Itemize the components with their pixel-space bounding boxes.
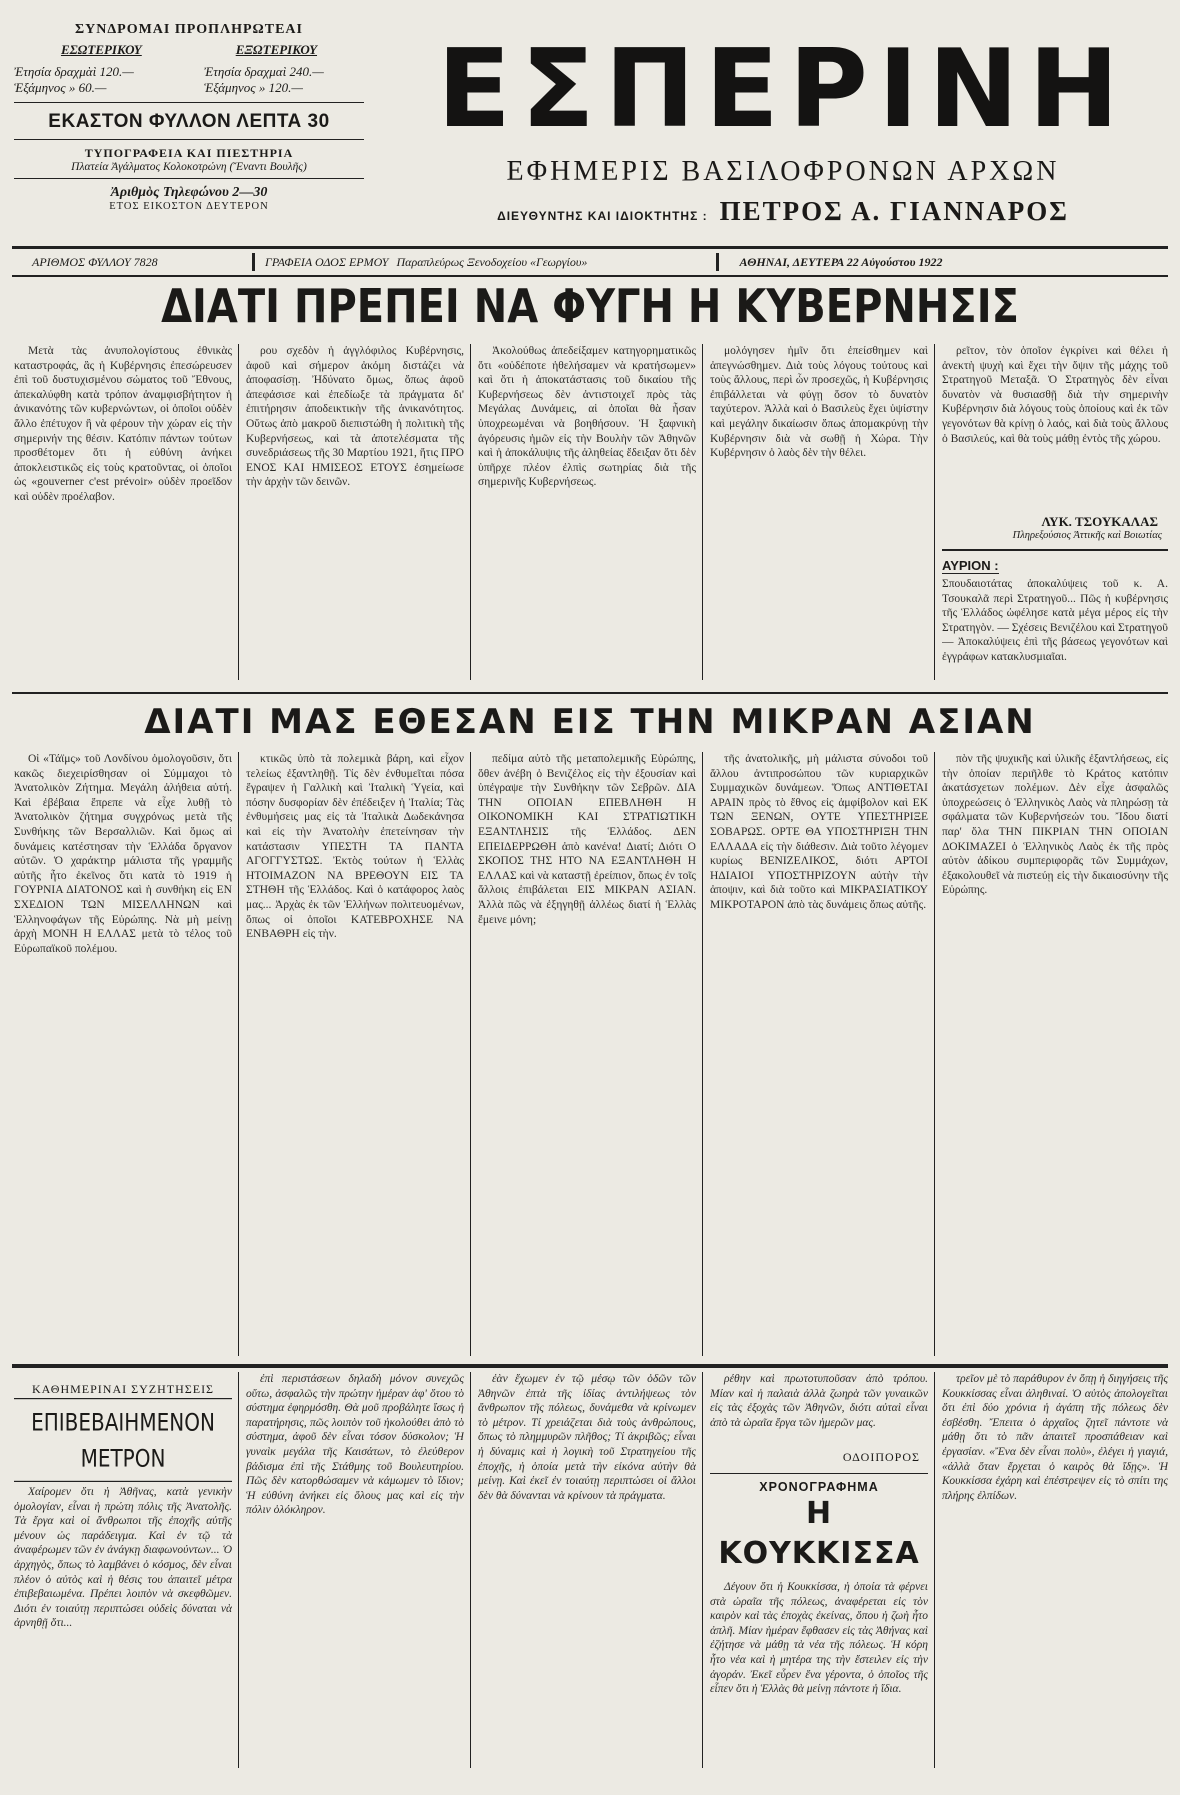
office-note: Παραπλεύρως Ξενοδοχείου «Γεωργίου» (396, 254, 588, 269)
bottom-column-4 (710, 1372, 928, 1768)
article2-col2-text: κτικῶς ὑπὸ τὰ πολεμικὰ βάρη, καὶ εἶχον τελείως ἐξαντληθῇ. Τίς δὲν ἐνθυμεῖται πόσα ἔγραψεν ἡ Γαλλικὴ καὶ Ἰταλικὴ Ὑγεία, καὶ πόσην δυσφορίαν δὲν ἐπέδειξεν ἡ Ἰταλία; Τὰς ἐνθυμήσεις μας εἰς τὰ Ἰταλικὰ Δωδεκάνησα καὶ εἰς τὴν Ἀνατολὴν ἐπετείνησαν τὴν κατάστασιν ΥΠΕΣΤΗ ΤΑ ΠΑΝΤΑ ΑΓΟΓΓΥΣΤΩΣ. Ἐκτὸς τούτων ἡ Ἑλλὰς ΗΤΟΙΜΑΖΟΝ ΝΑ ΒΡΕΘΟΥΝ ΕΙΣ ΤΑ ΣΤΗΘΗ τῆς Ἑλλάδος. Καὶ ὁ κατάφορος λαὸς μας... Ἀρχὰς ἐκ τῶν Ἑλλήνων πολιτευομένων, ὅπως οἱ ὁποῖοι ΚΑΤΕΒΡΟΧΗΣΕ ΝΑ ΕΝΒΑΘΡΗ εἰς τὴν. (246, 753, 464, 941)
domestic-semi: Ἑξάμηνος » 60.— (14, 80, 107, 95)
article1-column-4 (710, 344, 928, 680)
column-divider (238, 344, 239, 680)
tomorrow-title: ΑΥΡΙΟΝ : (942, 558, 999, 573)
signoff: ΟΔΟΙΠΟΡΟΣ (842, 1450, 920, 1464)
article2-column-4 (710, 752, 928, 1356)
article1-column-2 (246, 344, 464, 680)
article2-column-1 (14, 752, 232, 1356)
issue-date: ΑΘΗΝΑΙ, ΔΕΥΤΕΡΑ 22 Αὐγούστου 1922 (739, 254, 943, 269)
article1-headline: ΔΙΑΤΙ ΠΡΕΠΕΙ ΝΑ ΦΥΓΗ Η ΚΥΒΕΡΝΗΣΙΣ (161, 280, 1019, 334)
column-divider (238, 752, 239, 1356)
article2-rule-top (12, 692, 1168, 694)
masthead-title: ΕΣΠΕΡΙΝΗ (437, 27, 1129, 152)
article2-col1-text: Οἱ «Τάϊμς» τοῦ Λονδίνου ὁμολογοῦσιν, ὅτι κακῶς διεχειρίσθησαν οἱ Σύμμαχοι τὸ Ἀνατολικὸν Ζήτημα. Μεγάλη ἀλήθεια αὐτή. Καὶ ἐβέβαια ἔπρεπε νὰ εἶχε λυθῇ τὸ Ἀνατολικὸν ζήτημα συγχρόνως μετὰ τῆς Συνθήκης τῶν Βερσαλλιῶν. Καὶ ὅμως αἱ δυνάμεις κατέστησαν τὴν Ἑλλάδα ὄργανον αὐτῶν. Ὁ χαράκτηρ μάλιστα τῆς γραμμῆς αὐτῆς ἦτο ἐκεῖνος ὅτι κατὰ τὸ 1919 ἡ ΓΟΥΡΝΙΑ ΔΙΑΤΟΝΟΣ καὶ ἡ συνθήκη εἰς ΕΝ ΣΧΕΔΙΟΝ ΤΩΝ ΜΙΣΕΛΛΗΝΩΝ καὶ Ἑλληνοφάγων τῆς Εὐρώπης. Νὰ μὴ μείνῃ ἀρχὴ ΜΟΝΗ Η ΕΛΛΑΣ μετὰ τὸ τέλος τοῦ Εὐρωπαϊκοῦ πολέμου. (14, 753, 232, 955)
domestic-annual: Ἐτησία δραχμὰὶ 120.— (14, 64, 134, 79)
article1-signature: ΛΥΚ. ΤΣΟΥΚΑΛΑΣ (1041, 514, 1158, 529)
daily-discussions-text: Χαίρομεν ὅτι ἡ Ἀθῆνας, κατὰ γενικὴν ὁμολογίαν, εἶναι ἡ πρώτη πόλις τῆς Ἀνατολῆς. Τὰ ἔργα καὶ οἱ ἄνθρωποι τῆς ἐποχῆς αὐτῆς μένουν ὡς παράδειγμα. Καὶ ἐν τῷ τὰ ἀναφέρωμεν τῶν ἐν ἀνάγκῃ διαφωνούντων... Ὁ ἀρχηγὸς, ὅπως τὸ λαμβάνει ὁ κόσμος, δὲν εἶναι πλέον ὁ αὐτὸς καὶ ἡ θέσις του ἀπαιτεῖ μέτρα ἐπιβεβαιωμένα. Πρέπει λοιπὸν νὰ σκεφθῶμεν. Διότι ἐν τοιαύτῃ περιπτώσει οὐδεὶς δύναται νὰ ἀρνηθῇ ὅτι... (14, 1486, 232, 1630)
article1-headline-wrap (12, 282, 1168, 332)
bottom-col3-text: ἐὰν ἔχωμεν ἐν τῷ μέσῳ τῶν ὁδῶν τῶν Ἀθηνῶν ἐπτὰ τῆς ἰδίας ἀντιλήψεως τὸν ἄνθρωπον τῆς πόλεως, δυνάμεθα νὰ κρίνωμεν τὸ μέτρον. Τί χρειάζεται διὰ τοὺς ἀνθρώπους, ὅπως τὸ πλημμυρῶν πλῆθος; Τί ἀκριβῶς; εἶναι ἡ δύναμις καὶ ἡ λογικὴ τοῦ Στρατηγείου τῆς ἐποχῆς, ἡ ὁποία μετὰ τὴν εἰκόνα αὐτὴν θὰ μείνῃ. Καὶ ἐκεῖ ἐν τοιαύτῃ περιπτώσει οἱ ἄλλοι δὲν θὰ δύνανται νὰ κρίνουν τὰ πράγματα. (478, 1373, 696, 1502)
bottom-col5-text: τρεῖον μὲ τὸ παράθυρον ἐν ὅπῃ ἡ διηγήσεις τῆς Κουκκίσσας εἶναι ἀληθιναί. Ὁ αὐτὸς ἀπολογεῖται ὅτι ἐπὶ δύο χρόνια ἡ ἀγάπη τῆς πόλεως δὲν ἐσβέσθη. Ἔπειτα ὁ ἀρχαῖος ζητεῖ πάντοτε νὰ μάθῃ ὅτι τὸ πᾶν ἀπαιτεῖ προσπάθειαν καὶ ἐργασίαν. «Ἔνα δὲν εἶναι πολὺ», ἐλέγει ἡ γιαγιά, «ἀλλὰ ὅταν ἔρχεται ὁ καιρὸς θὰ ἴδῃς». Ἡ Κουκκίσσα ἐχάρη καὶ ἐπέστρεψεν εἰς τὸ σπίτι της πλήρης ἐλπίδων. (942, 1373, 1168, 1502)
column-divider (470, 344, 471, 680)
column-divider (238, 1372, 239, 1768)
daily-discussions-body (14, 1485, 232, 1795)
bottom-col2-text: ἐπὶ περιστάσεων δηλαδὴ μόνον συνεχῶς οὕτω, ἀσφαλῶς τὴν πρώτην ἡμέραν ἀφ' ὅτου τὸ σύστημα ἐφηρμόσθη. Θὰ μοῦ προβάλητε ἴσως ἡ παρατήρησις, πῶς λοιπὸν τοῦ ἠκολούθει ἀπὸ τὸ σύστημα, ἀφοῦ δὲν εἶναι τόσον δύσκολον; Ἡ γυναὶκ μεγάλα τῆς Καισάτων, τὸ ἐλεύθερον βάδισμα ἐπὶ τῆς Στάθμης τοῦ Βουλευτηρίου. Πῶς δὲν κατορθώσαμεν νὰ κάμωμεν τὸ ἴδιον; Ἡ εὐθύνη ἀνήκει εἰς ὅλους μας καὶ εἰς τὴν πόλιν ὁλόκληρον. (246, 1373, 464, 1517)
article1-col1-text: Μετὰ τὰς ἀνυπολογίστους ἐθνικὰς καταστροφάς, ἃς ἡ Κυβέρνησις ἐπεσώρευσεν ἐπὶ τοῦ δυστυχισμένου σώματος τοῦ Ἔθνους, ἀπεκαλύφθη κατὰ τρόπον ἀναμφισβήτητον ἡ ἀνικανότης τῶν κυβερνώντων, οἱ ὁποῖοι οὐδὲν ἄλλο ἐπέτυχον ἢ νὰ φέρουν τὴν χώραν εἰς τὴν σημερινήν της θέσιν. Κατόπιν πάντων τούτων προσθέτομεν ὅτι ἡ εὐθύνη ἀνήκει ἀποκλειστικῶς εἰς τοὺς κρατοῦντας, οἱ ὁποῖοι ὡς «gouverner c'est prévoir» οὐδὲν προεῖδον καὶ οὐδὲν προέλαβον. (14, 345, 232, 503)
article1-col2-text: ρου σχεδὸν ἡ ἀγγλόφιλος Κυβέρνησις, ἀφοῦ καὶ σήμερον ἀκόμη διστάζει νὰ ἀποφασίσῃ. Ἠδύνατο ὅμως, ὅπως ἀφοῦ ἀπεφάσισε καὶ ἐπεδίωξε τὰ πράγματα δι' ἐπιτήρησιν ἀποδεικτικὴν τῆς ἀνικανότητος. Οὕτως ἀπὸ μακροῦ διεπιστώθη ἡ πολιτικὴ τῆς Κυβερνήσεως, καὶ τὰ ἀποτελέσματα τῆς συνεδριάσεως τῆς 30 Μαρτίου 1921, ἥτις ΠΡΟ ΕΝΟΣ ΚΑΙ ΗΜΙΣΕΟΣ ΕΤΟΥΣ ἐσημείωσε τὴν ἀρχὴν τῶν δεινῶν. (246, 345, 464, 489)
article2-headline-wrap (12, 700, 1168, 744)
article2-column-2 (246, 752, 464, 1356)
chronicle-label: ΧΡΟΝΟΓΡΑΦΗΜΑ (710, 1473, 928, 1494)
column-divider (702, 752, 703, 1356)
bottom-col4-intro-wrap (710, 1372, 928, 1446)
column-divider (934, 344, 935, 680)
article1-column-5 (942, 344, 1168, 680)
bottom-rule-top (12, 1364, 1168, 1368)
dateline (12, 251, 1168, 273)
article2-headline: ΔΙΑΤΙ ΜΑΣ ΕΘΕΣΑΝ ΕΙΣ ΤΗΝ ΜΙΚΡΑΝ ΑΣΙΑΝ (144, 702, 1036, 742)
article1-col4-text: μολόγησεν ἡμῖν ὅτι ἐπείσθημεν καὶ ἀπεγνώσθημεν. Διὰ τοὺς λόγους τούτους καὶ τοὺς ἄλλους, περὶ ὧν προσεχῶς, ἡ Κυβέρνησις ἐπιβάλλεται νὰ φύγῃ ὅσον τὸ δυνατὸν ταχύτερον. Ἀλλὰ καὶ ὁ Βασιλεὺς ἔχει ὑψίστην καὶ μεγάλην δικαίωσιν ὅπως ἀπομακρύνῃ τὴν Κυβέρνησιν διὰ νὰ σωθῇ ἡ Χώρα. Τὴν Κυβέρνησιν ὁ λαὸς δὲν τὴν θέλει. (710, 345, 928, 460)
column-divider (934, 1372, 935, 1768)
foreign-semi: Ἑξάμηνος » 120.— (204, 80, 303, 95)
article1-column-1 (14, 344, 232, 680)
article2-column-3 (478, 752, 696, 1356)
bottom-column-2 (246, 1372, 464, 1768)
bottom-column-1 (14, 1372, 232, 1768)
foreign-annual: Ἐτησία δραχμαὶ 240.— (204, 64, 324, 79)
column-divider (702, 344, 703, 680)
daily-discussions-headline: ΕΠΙΒΕΒΑΙΗΜΕΝΟΝ ΜΕΤΡΟΝ (14, 1398, 232, 1482)
foreign-label: ΕΞΩΤΕΡΙΚΟΥ (235, 42, 318, 57)
masthead-subtitle: ΕΦΗΜΕΡΙΣ ΒΑΣΙΛΟΦΡΟΝΩΝ ΑΡΧΩΝ (506, 156, 1060, 187)
bottom-column-5 (942, 1372, 1168, 1768)
subscriptions-title: ΣΥΝΔΡΟΜΑΙ ΠΡΟΠΛΗΡΩΤΕΑΙ (74, 22, 303, 37)
masthead-block (400, 27, 1166, 227)
article2-col5-text: πὸν τῆς ψυχικῆς καὶ ὑλικῆς ἐξαντλήσεως, εἰς τὴν ὁποίαν περιῆλθε τὸ Κράτος κατόπιν ἀκατάσχετων πολέμων. Δὲν εἶχε ἀσφαλῶς ὑποχρεώσεις ὁ Ἑλληνικὸς Λαὸς νὰ πληρώσῃ τὰ σφάλματα τῶν Κυβερνήσεών του. Ἴδου διατί παρ' ὅλα ΤΗΝ ΠΙΚΡΙΑΝ ΤΗΝ ΟΠΟΙΑΝ ΔΟΚΙΜΑΖΕΙ ὁ Ἑλληνικὸς Λαὸς ἐκ τῆς πρὸς αὐτὸν ἀδίκου συμπεριφορᾶς τῶν Συμμάχων, ἐξακολουθεῖ νὰ πιστεύῃ εἰς τὴν δικαιοσύνην τῆς Εὐρώπης. (942, 753, 1168, 897)
article2-col4-text: τῆς ἀνατολικῆς, μὴ μάλιστα σύνοδοι τοῦ ἄλλου ἀντιπροσώπου τῶν κυριαρχικῶν Συμμαχικῶν δυνάμεων. Ὅπως ΑΝΤΙΘΕΤΑΙ ΑΡΑΙΝ πρὸς τὸ ἔθνος εἰς ἀμφίβολον καὶ ΕΚ ΤΩΝ ΞΕΝΩΝ, ΟΥΤΕ ΥΠΕΣΤΗΡΙΞΕ ΣΟΒΑΡΩΣ. ΟΡΤΕ ΘΑ ΥΠΟΣΤΗΡΙΞΗ ΤΗΝ ΕΛΛΑΔΑ εἰς τὴν διάθεσιν. Διὰ τοῦτο λέγομεν κυρίως ΒΕΝΙΖΕΛΙΚΟΣ, διότι ΑΡΤΟΙ ΗΔΙΑΙΟΙ ΥΠΟΣΤΗΡΙΖΟΥΝ αὐτὴν τὴν ἀποψιν, καὶ διὰ τοῦτο καὶ ΜΙΚΡΑΣΙΑΤΙΚΟΥ ΜΙΚΡΟΤΑΡΟΝ ἀπὸ τὰς δυνάμεις ὅπως αὐτῆς. (710, 753, 928, 911)
chronicle-headline: Η ΚΟΥΚΚΙΣΣΑ (718, 1496, 920, 1571)
column-divider (470, 752, 471, 1356)
chronicle-body (710, 1580, 928, 1790)
tomorrow-box (942, 549, 1168, 677)
domestic-label: ΕΣΩΤΕΡΙΚΟΥ (60, 42, 142, 57)
bottom-column-3 (478, 1372, 696, 1768)
offices-title: ΤΥΠΟΓΡΑΦΕΙΑ ΚΑΙ ΠΙΕΣΤΗΡΙΑ (84, 146, 294, 160)
article2-column-5 (942, 752, 1168, 1356)
year-line: ΕΤΟΣ ΕΙΚΟΣΤΟΝ ΔΕΥΤΕΡΟΝ (109, 201, 269, 212)
price-line: ΕΚΑΣΤΟΝ ΦΥΛΛΟΝ ΛΕΠΤΑ 30 (14, 111, 364, 140)
subscriptions-block (14, 22, 364, 212)
dateline-rule-top (12, 246, 1168, 249)
tomorrow-text-wrap (942, 577, 1168, 677)
article2-col3-text: πεδίμα αὐτὸ τῆς μεταπολεμικῆς Εὐρώπης, ὅθεν ἀνέβη ὁ Βενιζέλος εἰς τὴν ἐξουσίαν καὶ ὑπέγραψε τὴν Συνθήκην τῶν Σεβρῶν. ΔΙΑ ΤΗΝ ΟΠΟΙΑΝ ΕΠΕΒΛΗΘΗ Η ΟΙΚΟΝΟΜΙΚΗ ΚΑΙ ΣΤΡΑΤΙΩΤΙΚΗ ΕΞΑΝΤΛΗΣΙΣ τῆς Ἑλλάδος. ΔΕΝ ΕΠΕΙΔΕΡΡΩΘΗ ἀπὸ κανένα! Διατί; Διότι Ο ΣΚΟΠΟΣ ΤΗΣ ΗΤΟ ΝΑ ΕΞΑΝΤΛΗΘΗ Η ΕΛΛΑΣ καὶ νὰ καταστῇ ἐρείπιον, ὅπως ἐν τοῖς ἄλλοις ἐπιβάλεται ΕΙΣ ΜΙΚΡΑΝ ΑΣΙΑΝ. Ἀλλὰ πῶς νὰ ἐξηγηθῇ ἀλλέως διατί ἡ Ἑλλὰς ἔμεινε μόνη; (478, 753, 696, 926)
article1-col3-text: Ἀκολούθως ἀπεδείξαμεν κατηγορηματικῶς ὅτι «οὐδέποτε ἠθελήσαμεν νὰ κρατήσωμεν» καὶ ὅτι ἡ ἀποκατάστασις τοῦ δικαίου τῆς Κυβερνήσεως δὲν ἀντιστοιχεῖ πρὸς τὰς Μεγάλας Δυνάμεις, αἱ ὁποῖαι θὰ ἦσαν ὑποχρεωμέναι νὰ βοηθήσουν. Ἡ ξαφνικὴ ἀγόρευσις ἡμῶν εἰς τὴν Βουλὴν τῶν Ἀθηνῶν καὶ ἡ ἀποκάλυψις τῆς ἀληθείας ἔδειξαν ὅτι δὲν ὑπῆρχε πλέον ἐλπὶς σωτηρίας διὰ τῆς σημερινῆς Κυβερνήσεως. (478, 345, 696, 489)
director-label: ΔΙΕΥΘΥΝΤΗΣ ΚΑΙ ΙΔΙΟΚΤΗΤΗΣ : (497, 209, 708, 223)
chronicle-text: Δέγουν ὅτι ἡ Κουκκίσσα, ἡ ὁποία τὰ φέρνει στὰ ὡραῖα τῆς πόλεως, ἀναφέρεται εἰς τὸν καιρὸν καὶ τὰς ἐποχὰς ἐκείνας, ὅπου ἡ ζωὴ ἦτο ἀπλῆ. Μίαν ἡμέραν ἔφθασεν εἰς τὰς Ἀθήνας καὶ ἐζήτησε νὰ μάθῃ τὰ νέα τῆς πόλεως. Ἡ κόρη ἦτο νέα καὶ ἡ μητέρα της τὴν ἔστειλεν εἰς τὴν ἀγοράν. Ἐκεῖ εὗρεν ἕνα γέροντα, ὁ ὁποῖος τῆς εἶπεν ὅτι ἡ Ἑλλὰς θὰ μείνῃ πάντοτε ἡ ἴδια. (710, 1581, 928, 1696)
article1-col5-text: ρεῖτον, τὸν ὁποῖον ἐγκρίνει καὶ θέλει ἡ ἀνεκτὴ ψυχὴ καὶ ἔχει τὴν ὄψιν τῆς μάχης τοῦ Στρατηγοῦ Μεταξᾶ. Ὁ Στρατηγὸς δὲν εἶναι δυνατὸν νὰ θυσιασθῇ διὰ τὴν σημερινὴν Κυβέρνησιν διὰ λόγους τοὺς ὁποίους καὶ ἐκ τῶν γεγονότων θὰ κρίνῃ ὁ λαός, καὶ διὰ τοὺς ἄλλους ὁ Βασιλεύς, καὶ θὰ τοὺς μάθῃ ἐντὸς τῆς χώρου. (942, 345, 1168, 445)
article1-col5-body (942, 344, 1168, 508)
issue-number: ΑΡΙΘΜΟΣ ΦΥΛΛΟΥ 7828 (32, 254, 158, 269)
column-divider (702, 1372, 703, 1768)
article1-column-3 (478, 344, 696, 680)
director-name: ΠΕΤΡΟΣ Α. ΓΙΑΝΝΑΡΟΣ (719, 196, 1069, 226)
bottom-col4-intro: ρέθην καὶ πρωτοτυποῦσαν ἀπὸ τρόπου. Μίαν καὶ ἡ παλαιὰ ἀλλὰ ζωηρὰ τῶν γυναικῶν εἰς τὰς ἐξοχὰς τῶν Ἀθηνῶν, διότι αὐταὶ εἶναι ἀπὸ τὰ ὡραῖα ἔργα τῶν ἡμερῶν μας. (710, 1373, 928, 1429)
office-address: ΓΡΑΦΕΙΑ ΟΔΟΣ ΕΡΜΟΥ (265, 254, 389, 269)
offices-address: Πλατεία Ἀγάλματος Κολοκοτρώνη (Ἔναντι Βουλῆς) (14, 161, 364, 179)
column-divider (934, 752, 935, 1356)
daily-discussions-label: ΚΑΘΗΜΕΡΙΝΑΙ ΣΥΖΗΤΗΣΕΙΣ (31, 1382, 215, 1396)
dateline-rule-bottom (12, 275, 1168, 277)
tomorrow-text: Σπουδαιοτάτας ἀποκαλύψεις τοῦ κ. Α. Τσουκαλᾶ περὶ Στρατηγοῦ... Πῶς ἡ κυβέρνησις τῆς Ἑλλάδος ὠφέλησε κατὰ μέγα μέρος εἰς τὴν Στρατηγὸν. — Σχέσεις Βενιζέλου καὶ Στρατηγοῦ — Ἀποκαλύψεις ἐπὶ τῆς βάσεως γεγονότων καὶ ἐγγράφων κατακλυσμιαῖαι. (942, 578, 1168, 663)
column-divider (470, 1372, 471, 1768)
phone-line: Ἀριθμὸς Τηλεφώνου 2—30 (110, 185, 268, 200)
article1-signature-title: Πληρεξούσιος Ἀττικῆς καὶ Βοιωτίας (1012, 530, 1162, 541)
